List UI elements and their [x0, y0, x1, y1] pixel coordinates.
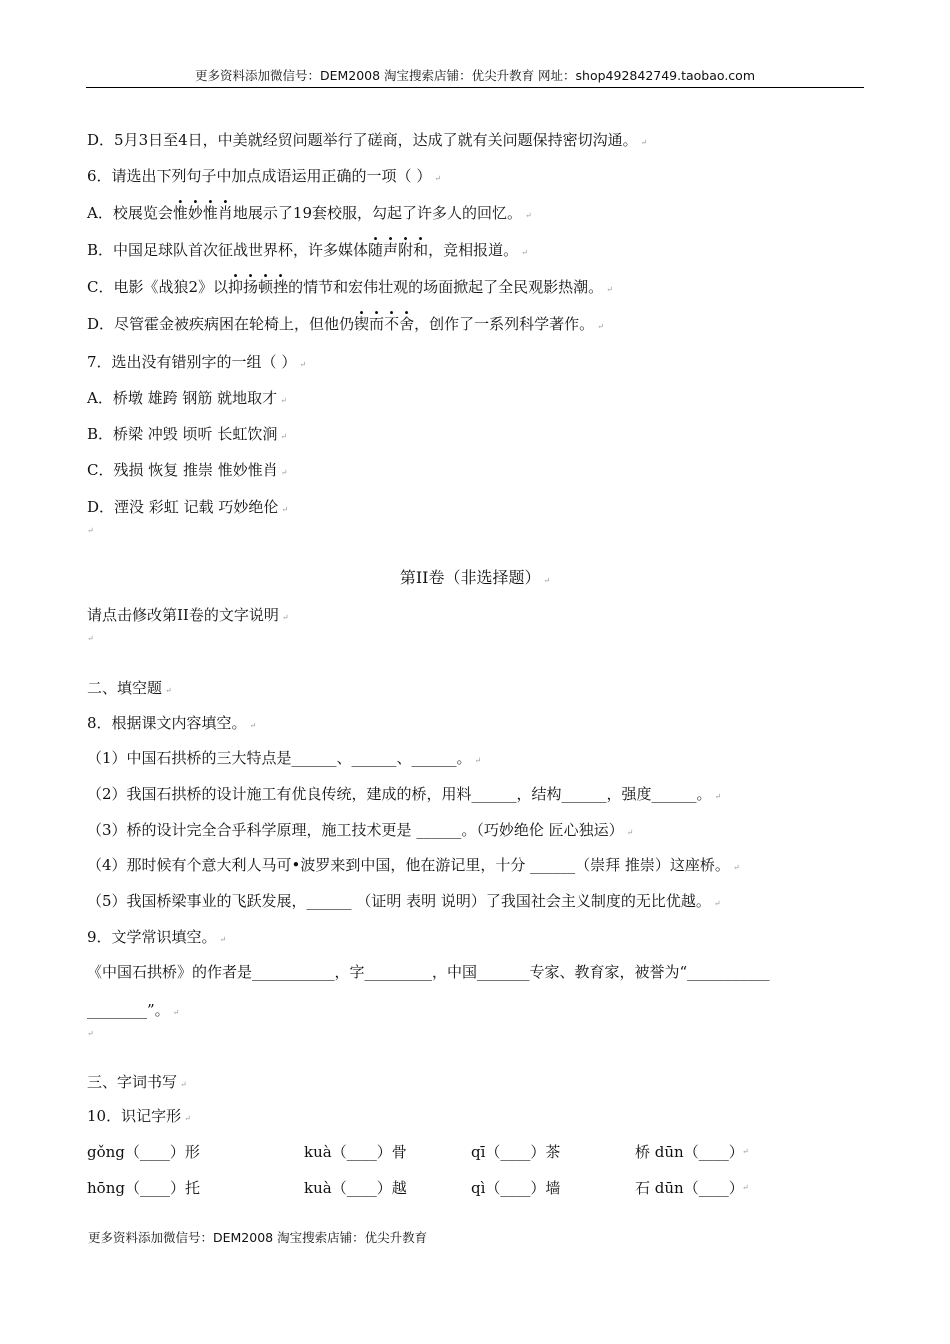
- q6a-post: 地展示了19套校服，勾起了许多人的回忆。: [232, 204, 522, 222]
- q6d-idiom-char: 而: [369, 315, 385, 333]
- part2-title: 第II卷（非选择题） ↵: [399, 568, 551, 587]
- q6a-idiom-char: 惟: [172, 204, 188, 222]
- blank-paragraph: ↵: [87, 634, 94, 643]
- q6d-post: ，创作了一系列科学著作。: [414, 315, 595, 333]
- section-word-writing: 三、字词书写 ↵: [87, 1073, 187, 1091]
- q6c-pre: C．电影《战狼2》以: [87, 278, 229, 296]
- q6-option-c: C．电影《战狼2》以抑扬顿挫的情节和宏伟壮观的场面掀起了全民观影热潮。 ↵: [87, 278, 613, 296]
- q6b-post: ，竞相报道。: [428, 241, 519, 259]
- q9-line-1-text: 《中国石拱桥》的作者是___________，字_________，中国_______专家、教育家，被誉为“___________: [87, 963, 770, 981]
- section-word-writing-text: 三、字词书写: [87, 1073, 178, 1091]
- q6b-idiom-char: 和: [413, 241, 429, 259]
- q7-stem: 7．选出没有错别字的一组（ ） ↵: [87, 353, 307, 371]
- blank-paragraph: ↵: [87, 526, 94, 535]
- q6-option-b: B．中国足球队首次征战世界杯，许多媒体随声附和，竞相报道。 ↵: [87, 241, 528, 259]
- page-footer: 更多资料添加微信号：DEM2008 淘宝搜索店铺：优尖升教育: [88, 1230, 428, 1245]
- q6c-idiom-char: 抑: [228, 278, 244, 296]
- q6b-idiom-char: 声: [383, 241, 399, 259]
- section-fill-in-text: 二、填空题: [87, 679, 163, 697]
- q10-item: 桥 dūn（____）: [635, 1143, 744, 1161]
- q6a-pre: A．校展览会: [87, 204, 173, 222]
- q6d-idiom-char: 不: [384, 315, 400, 333]
- q8-sub-5: （5）我国桥梁事业的飞跃发展，______ （证明 表明 说明）了我国社会主义制度的无比优越。 ↵: [87, 892, 721, 910]
- q10-item: kuà（____）骨: [304, 1143, 407, 1161]
- page-header: 更多资料添加微信号：DEM2008 淘宝搜索店铺：优尖升教育 网址：shop492842749.taobao.com: [194, 68, 756, 83]
- q8-sub-3: （3）桥的设计完全合乎科学原理，施工技术更是 ______。（巧妙绝伦 匠心独运） ↵: [87, 821, 634, 839]
- q10-item: qī（____）茶: [471, 1143, 561, 1161]
- q6c-idiom-char: 顿: [258, 278, 274, 296]
- q8-stem: 8．根据课文内容填空。 ↵: [87, 714, 257, 732]
- q6c-post: 的情节和宏伟壮观的场面掀起了全民观影热潮。: [288, 278, 604, 296]
- q10-row-2: hōng（____）托 kuà（____）越 qì（____）墙 石 dūn（____） ↵: [87, 1179, 749, 1197]
- q8-sub-5-text: （5）我国桥梁事业的飞跃发展，______ （证明 表明 说明）了我国社会主义制度的无比优越。: [87, 892, 711, 910]
- q7-option-d: D．湮没 彩虹 记载 巧妙绝伦 ↵: [87, 498, 289, 516]
- q9-stem: 9．文学常识填空。 ↵: [87, 928, 227, 946]
- q9-stem-text: 9．文学常识填空。: [87, 928, 217, 946]
- section-fill-in: 二、填空题 ↵: [87, 679, 172, 697]
- header-rule: [86, 87, 864, 88]
- q6-option-d: D．尽管霍金被疾病困在轮椅上，但他仍锲而不舍，创作了一系列科学著作。 ↵: [87, 315, 604, 333]
- q10-row-1: gǒng（____）形 kuà（____）骨 qī（____）茶 桥 dūn（____） ↵: [87, 1143, 749, 1161]
- q7-option-b: B．桥梁 冲毁 顷听 长虹饮涧 ↵: [87, 425, 288, 443]
- q6a-idiom-char: 妙: [187, 204, 203, 222]
- q10-item: hōng（____）托: [87, 1179, 200, 1197]
- q6d-idiom-char: 锲: [354, 315, 370, 333]
- q7-option-c: C．残损 恢复 推崇 惟妙惟肖 ↵: [87, 461, 288, 479]
- q5-option-d-text: D．5月3日至4日，中美就经贸问题举行了磋商，达成了就有关问题保持密切沟通。: [87, 131, 638, 149]
- q8-sub-4: （4）那时候有个意大利人马可•波罗来到中国，他在游记里，十分 ______（崇拜 推崇）这座桥。 ↵: [87, 856, 740, 874]
- q7-option-b-text: B．桥梁 冲毁 顷听 长虹饮涧: [87, 425, 278, 443]
- part2-note: 请点击修改第II卷的文字说明 ↵: [87, 606, 289, 624]
- q6-option-a: A．校展览会惟妙惟肖地展示了19套校服，勾起了许多人的回忆。 ↵: [87, 204, 532, 222]
- q8-sub-2-text: （2）我国石拱桥的设计施工有优良传统，建成的桥，用料______，结构______，强度______。: [87, 785, 712, 803]
- q8-sub-3-text: （3）桥的设计完全合乎科学原理，施工技术更是 ______。（巧妙绝伦 匠心独运）: [87, 821, 624, 839]
- q6-stem: 6．请选出下列句子中加点成语运用正确的一项（ ） ↵: [87, 167, 442, 185]
- q6a-idiom-char: 惟: [202, 204, 218, 222]
- q10-item: qì（____）墙: [471, 1179, 561, 1197]
- q7-stem-text: 7．选出没有错别字的一组（ ）: [87, 353, 297, 371]
- part2-note-text: 请点击修改第II卷的文字说明: [87, 606, 279, 624]
- q7-option-d-text: D．湮没 彩虹 记载 巧妙绝伦: [87, 498, 279, 516]
- q9-line-1: [87, 962, 770, 982]
- q8-sub-2: （2）我国石拱桥的设计施工有优良传统，建成的桥，用料______，结构______，强度______。 ↵: [87, 785, 722, 803]
- blank-paragraph: ↵: [87, 1029, 94, 1038]
- q6b-idiom-char: 附: [398, 241, 414, 259]
- q6b-pre: B．中国足球队首次征战世界杯，许多媒体: [87, 241, 369, 259]
- q6c-idiom-char: 挫: [273, 278, 289, 296]
- q6b-idiom-char: 随: [368, 241, 384, 259]
- q6-stem-text: 6．请选出下列句子中加点成语运用正确的一项（ ）: [87, 167, 432, 185]
- q8-sub-1: （1）中国石拱桥的三大特点是______、______、______。 ↵: [87, 749, 482, 767]
- q10-item: gǒng（____）形: [87, 1143, 200, 1161]
- q5-option-d: D．5月3日至4日，中美就经贸问题举行了磋商，达成了就有关问题保持密切沟通。 ↵: [87, 131, 648, 149]
- q9-line-2-text: ________”。: [87, 1001, 170, 1019]
- q6a-idiom-char: 肖: [217, 204, 233, 222]
- q7-option-a-text: A．桥墩 雄跨 钢筋 就地取才: [87, 389, 278, 407]
- q10-stem-text: 10．识记字形: [87, 1107, 182, 1125]
- q7-option-c-text: C．残损 恢复 推崇 惟妙惟肖: [87, 461, 278, 479]
- q8-sub-4-text: （4）那时候有个意大利人马可•波罗来到中国，他在游记里，十分 ______（崇拜 推崇）这座桥。: [87, 856, 730, 874]
- part2-title-text: 第II卷（非选择题）: [399, 568, 541, 587]
- q8-sub-1-text: （1）中国石拱桥的三大特点是______、______、______。: [87, 749, 472, 767]
- q9-line-2: ________”。 ↵: [87, 1001, 180, 1019]
- q8-stem-text: 8．根据课文内容填空。: [87, 714, 247, 732]
- q6c-idiom-char: 扬: [243, 278, 259, 296]
- q10-item: 石 dūn（____）: [635, 1179, 744, 1197]
- q6d-pre: D．尽管霍金被疾病困在轮椅上，但他仍: [87, 315, 355, 333]
- q7-option-a: A．桥墩 雄跨 钢筋 就地取才 ↵: [87, 389, 287, 407]
- q6d-idiom-char: 舍: [399, 315, 415, 333]
- q10-item: kuà（____）越: [304, 1179, 407, 1197]
- q10-stem: 10．识记字形 ↵: [87, 1107, 191, 1125]
